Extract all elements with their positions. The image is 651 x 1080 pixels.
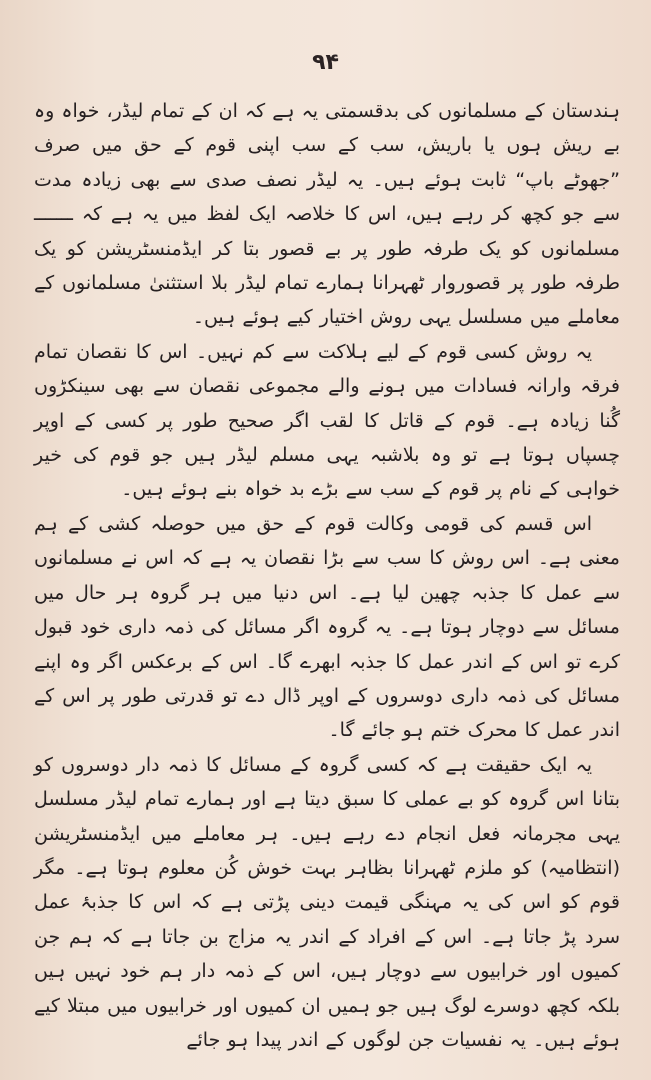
paragraph-4: یہ ایک حقیقت ہے کہ کسی گروہ کے مسائل کا ذمہ دار دوسروں کو بتانا اس گروہ کو بے عملی کا سبق دیتا ہے اور ہمارے تمام لیڈر مسلسل یہی مجرمانہ فعل انجام دے رہے ہیں۔ ہر معاملے میں ایڈمنسٹریشن (انتظامیہ) کو ملزم ٹھہرانا بظاہر بہت خوش کُن معلوم ہوتا ہے۔ مگر قوم کو اس کی یہ مہنگی قیمت دینی پڑتی ہے کہ اس کا جذبۂ عمل سرد پڑ جاتا ہے۔ اس کے افراد کے اندر یہ مزاج بن جاتا ہے کہ ہم جن کمیوں اور خرابیوں سے دوچار ہیں، اس کے ذمہ دار ہم خود نہیں ہیں بلکہ کچھ دوسرے لوگ ہیں جو ہمیں ان کمیوں اور خرابیوں میں مبتلا کیے ہوئے ہیں۔ یہ نفسیات جن لوگوں کے اندر پیدا ہو جائے xyxy=(34,753,620,1051)
paragraph-1: ہندستان کے مسلمانوں کی بدقسمتی یہ ہے کہ ان کے تمام لیڈر، خواہ وہ بے ریش ہوں یا باریش، سب کے سب اپنی قوم کے حق میں صرف ”جھوٹے باپ“ ثابت ہوئے ہیں۔ یہ لیڈر نصف صدی سے بھی زیادہ مدت سے جو کچھ کر رہے ہیں، اس کا خلاصہ ایک لفظ میں یہ ہے کہ ـــــــ مسلمانوں کو یک طرفہ طور پر بے قصور بتا کر ایڈمنسٹریشن کو یک طرفہ طور پر قصوروار ٹھہرانا ہمارے تمام لیڈر بلا استثنیٰ مسلمانوں کے معاملے میں مسلسل یہی روش اختیار کیے ہوئے ہیں۔ xyxy=(34,100,620,329)
paragraph-3: اس قسم کی قومی وکالت قوم کے حق میں حوصلہ کشی کے ہم معنی ہے۔ اس روش کا سب سے بڑا نقصان یہ ہے کہ اس نے مسلمانوں سے عمل کا جذبہ چھین لیا ہے۔ اس دنیا میں ہر گروہ ہر حال میں مسائل سے دوچار ہوتا ہے۔ یہ گروہ اگر مسائل کی ذمہ داری خود قبول کرے تو اس کے اندر عمل کا جذبہ ابھرے گا۔ اس کے برعکس اگر وہ اپنے مسائل کی ذمہ داری دوسروں کے اوپر ڈال دے تو قدرتی طور پر اس کے اندر عمل کا محرک ختم ہو جائے گا۔ xyxy=(34,512,620,742)
paragraph-2: یہ روش کسی قوم کے لیے ہلاکت سے کم نہیں۔ اس کا نقصان تمام فرقہ وارانہ فسادات میں ہونے والے مجموعی نقصان سے بھی سینکڑوں گُنا زیادہ ہے۔ قوم کے قاتل کا لقب اگر صحیح طور پر کسی کے اوپر چسپاں ہوتا ہے تو وہ بلاشبہ یہی مسلم لیڈر ہیں جو قوم کی خیر خواہی کے نام پر قوم کے سب سے بڑے بد خواہ بنے ہوئے ہیں۔ xyxy=(34,340,620,501)
body-text xyxy=(34,94,620,1057)
page-number: ۹۴ xyxy=(312,50,339,75)
